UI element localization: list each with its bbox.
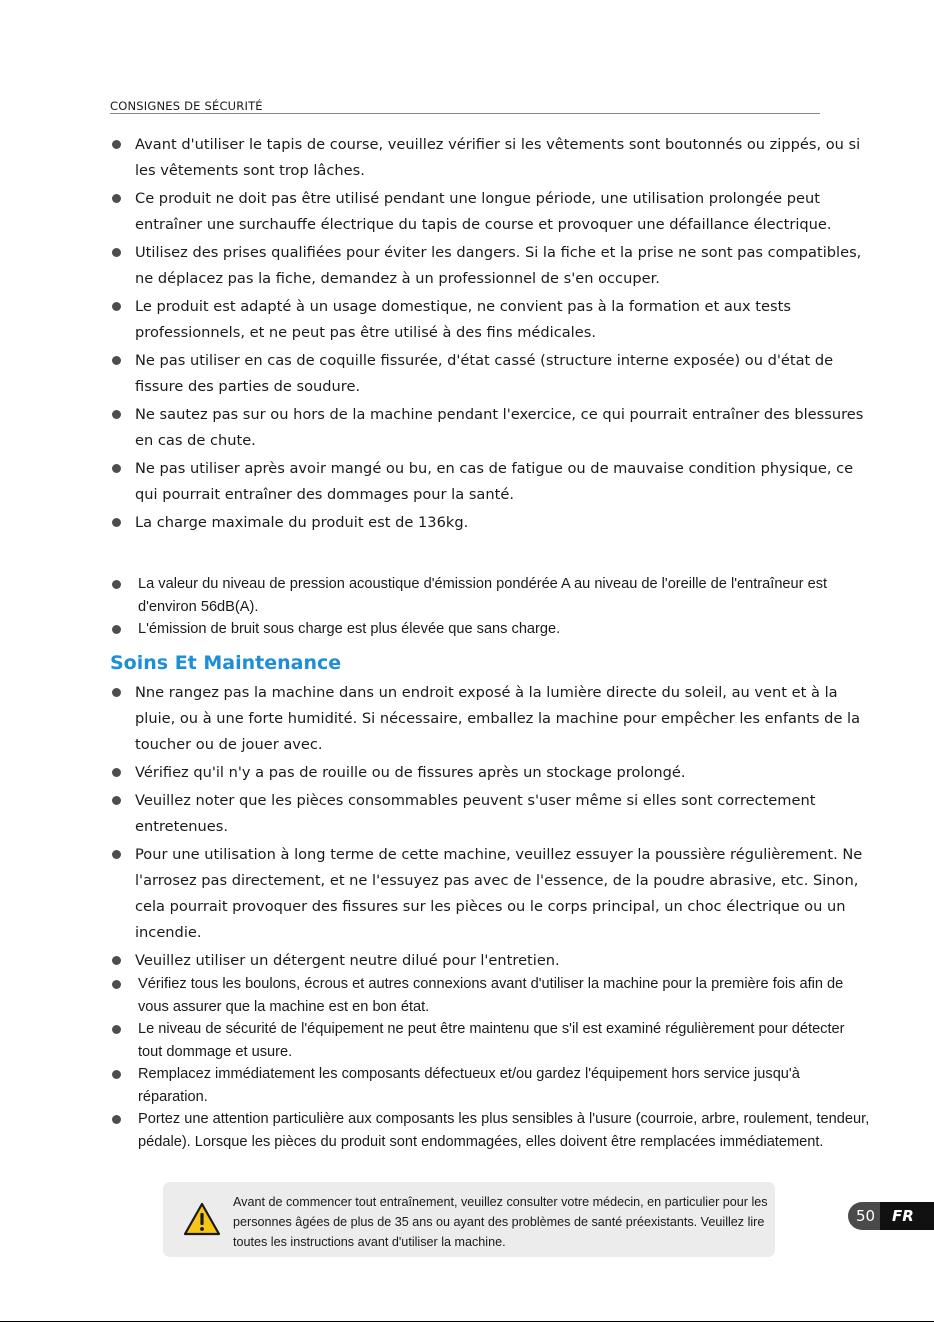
page-header [110,95,820,114]
list-item: La charge maximale du produit est de 136kg. [110,510,870,536]
page-number: 50 [848,1202,884,1230]
warning-box [163,1182,775,1257]
maintenance-list [110,680,870,976]
list-item: Ce produit ne doit pas être utilisé pendant une longue période, une utilisation prolongée peut entraîner une surchauffe électrique du tapis de course et provoquer une défaillance électrique. [110,186,870,238]
list-item: Remplacez immédiatement les composants défectueux et/ou gardez l'équipement hors service jusqu'à réparation. [110,1063,870,1108]
list-item: Le niveau de sécurité de l'équipement ne peut être maintenu que s'il est examiné régulièrement pour détecter tout dommage et usure. [110,1018,870,1063]
language-tab: FR [880,1202,934,1230]
list-item: Vérifiez tous les boulons, écrous et autres connexions avant d'utiliser la machine pour la première fois afin de vous assurer que la machine est en bon état. [110,973,870,1018]
section-heading: Soins Et Maintenance [110,652,342,674]
warning-text: Avant de commencer tout entraînement, veuillez consulter votre médecin, en particulier pour les personnes âgées de plus de 35 ans ou ayant des problèmes de santé préexistants. Veuillez lire toutes les instructions avant d'utiliser la machine. [233,1195,768,1249]
list-item: Utilisez des prises qualifiées pour éviter les dangers. Si la fiche et la prise ne sont pas compatibles, ne déplacez pas la fiche, demandez à un professionnel de s'en occuper. [110,240,870,292]
warning-triangle-icon [183,1202,221,1236]
bottom-border [0,1321,934,1322]
list-item: Nne rangez pas la machine dans un endroit exposé à la lumière directe du soleil, au vent et à la pluie, ou à une forte humidité. Si nécessaire, emballez la machine pour empêcher les enfants de la toucher ou de jouer avec. [110,680,870,758]
noise-list [110,573,870,641]
list-item: La valeur du niveau de pression acoustique d'émission pondérée A au niveau de l'oreille de l'entraîneur est d'environ 56dB(A). [110,573,870,618]
list-item: Veuillez noter que les pièces consommables peuvent s'user même si elles sont correctement entretenues. [110,788,870,840]
maintenance-list-2 [110,973,870,1153]
list-item: Le produit est adapté à un usage domestique, ne convient pas à la formation et aux tests professionnels, et ne peut pas être utilisé à des fins médicales. [110,294,870,346]
list-item: Ne sautez pas sur ou hors de la machine pendant l'exercice, ce qui pourrait entraîner des blessures en cas de chute. [110,402,870,454]
header-title: CONSIGNES DE SÉCURITÉ [110,99,263,113]
safety-list [110,132,870,538]
list-item: Pour une utilisation à long terme de cette machine, veuillez essuyer la poussière régulièrement. Ne l'arrosez pas directement, et ne l'essuyez pas avec de l'essence, de la poudre abrasive, etc. Sinon, cela pourrait provoquer des fissures sur les pièces ou le corps principal, un choc électrique ou un incendie. [110,842,870,946]
list-item: L'émission de bruit sous charge est plus élevée que sans charge. [110,618,870,641]
list-item: Portez une attention particulière aux composants les plus sensibles à l'usure (courroie, arbre, roulement, tendeur, pédale). Lorsque les pièces du produit sont endommagées, elles doivent être remplacées immédiatement. [110,1108,870,1153]
list-item: Ne pas utiliser après avoir mangé ou bu, en cas de fatigue ou de mauvaise condition physique, ce qui pourrait entraîner des dommages pour la santé. [110,456,870,508]
list-item: Avant d'utiliser le tapis de course, veuillez vérifier si les vêtements sont boutonnés ou zippés, ou si les vêtements sont trop lâches. [110,132,870,184]
list-item: Veuillez utiliser un détergent neutre dilué pour l'entretien. [110,948,870,974]
list-item: Vérifiez qu'il n'y a pas de rouille ou de fissures après un stockage prolongé. [110,760,870,786]
list-item: Ne pas utiliser en cas de coquille fissurée, d'état cassé (structure interne exposée) ou d'état de fissure des parties de soudure. [110,348,870,400]
